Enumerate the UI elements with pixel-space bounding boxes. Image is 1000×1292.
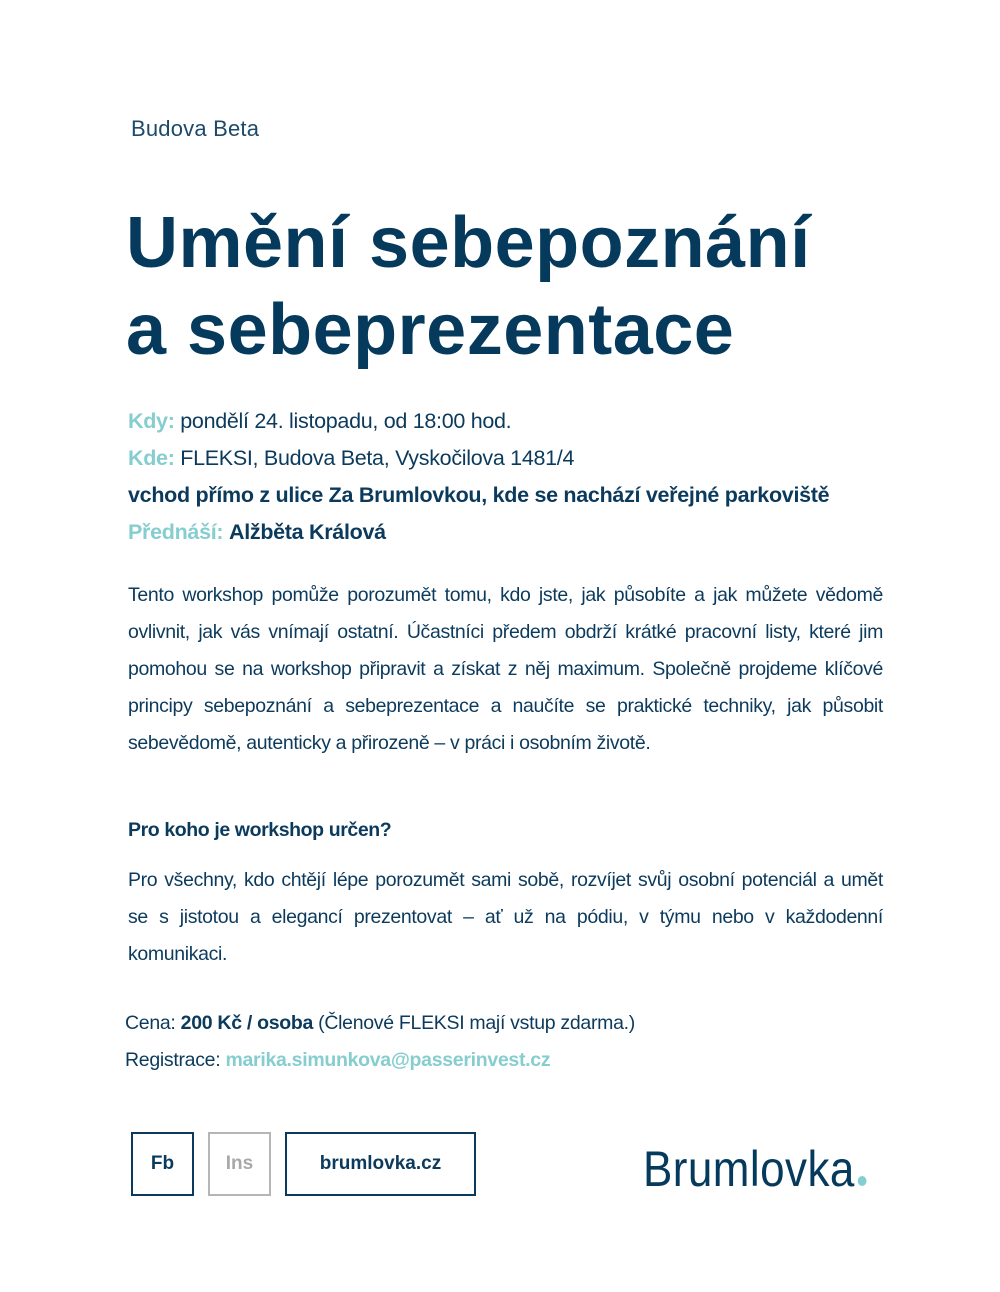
facebook-link[interactable]: Fb bbox=[131, 1132, 194, 1196]
price-note: (Členové FLEKSI mají vstup zdarma.) bbox=[318, 1012, 635, 1034]
speaker-label: Přednáší: bbox=[128, 520, 224, 544]
website-link[interactable]: brumlovka.cz bbox=[285, 1132, 476, 1196]
pricing-info bbox=[125, 1005, 635, 1079]
entrance-note: vchod přímo z ulice Za Brumlovkou, kde se nachází veřejné parkoviště bbox=[128, 483, 830, 507]
registration-email-link[interactable]: marika.simunkova@passerinvest.cz bbox=[225, 1049, 551, 1071]
venue-label: Budova Beta bbox=[131, 116, 260, 141]
brumlovka-logo bbox=[643, 1140, 866, 1198]
price-label: Cena: bbox=[125, 1012, 176, 1034]
page-title bbox=[126, 200, 811, 374]
audience-heading: Pro koho je workshop určen? bbox=[128, 819, 392, 841]
title-line-1: Umění sebepoznání bbox=[126, 203, 811, 283]
price-row bbox=[125, 1005, 635, 1042]
where-value: FLEKSI, Budova Beta, Vyskočilova 1481/4 bbox=[180, 446, 575, 470]
title-line-2: a sebeprezentace bbox=[126, 290, 735, 370]
logo-dot-icon bbox=[857, 1176, 866, 1186]
when-value: pondělí 24. listopadu, od 18:00 hod. bbox=[180, 409, 512, 433]
price-value: 200 Kč / osoba bbox=[180, 1012, 314, 1034]
description-paragraph: Tento workshop pomůže porozumět tomu, kdo jste, jak působíte a jak můžete vědomě ovlivnit, jak vás vnímají ostatní. Účastníci předem obdrží krátké pracovní listy, které jim pomohou se na workshop připravit a získat z něj maximum. Společně projdeme klíčové principy sebepoznání a sebeprezentace a naučíte se praktické techniky, jak působit sebevědomě, autenticky a přirozeně – v práci i osobním životě. bbox=[128, 584, 883, 754]
registration-row bbox=[125, 1042, 635, 1079]
event-speaker bbox=[128, 514, 829, 551]
footer-links bbox=[131, 1132, 476, 1196]
audience-paragraph: Pro všechny, kdo chtějí lépe porozumět sami sobě, rozvíjet svůj osobní potenciál a umět se s jistotou a elegancí prezentovat – ať už na pódiu, v týmu nebo v každodenní komunikaci. bbox=[128, 869, 883, 965]
when-label: Kdy: bbox=[128, 409, 175, 433]
logo-text: Brumlovka bbox=[643, 1141, 855, 1197]
event-when bbox=[128, 403, 829, 440]
event-where bbox=[128, 440, 829, 477]
instagram-link[interactable]: Ins bbox=[208, 1132, 271, 1196]
speaker-name: Alžběta Králová bbox=[228, 520, 386, 544]
registration-label: Registrace: bbox=[125, 1049, 221, 1071]
where-label: Kde: bbox=[128, 446, 175, 470]
event-details bbox=[128, 403, 829, 551]
